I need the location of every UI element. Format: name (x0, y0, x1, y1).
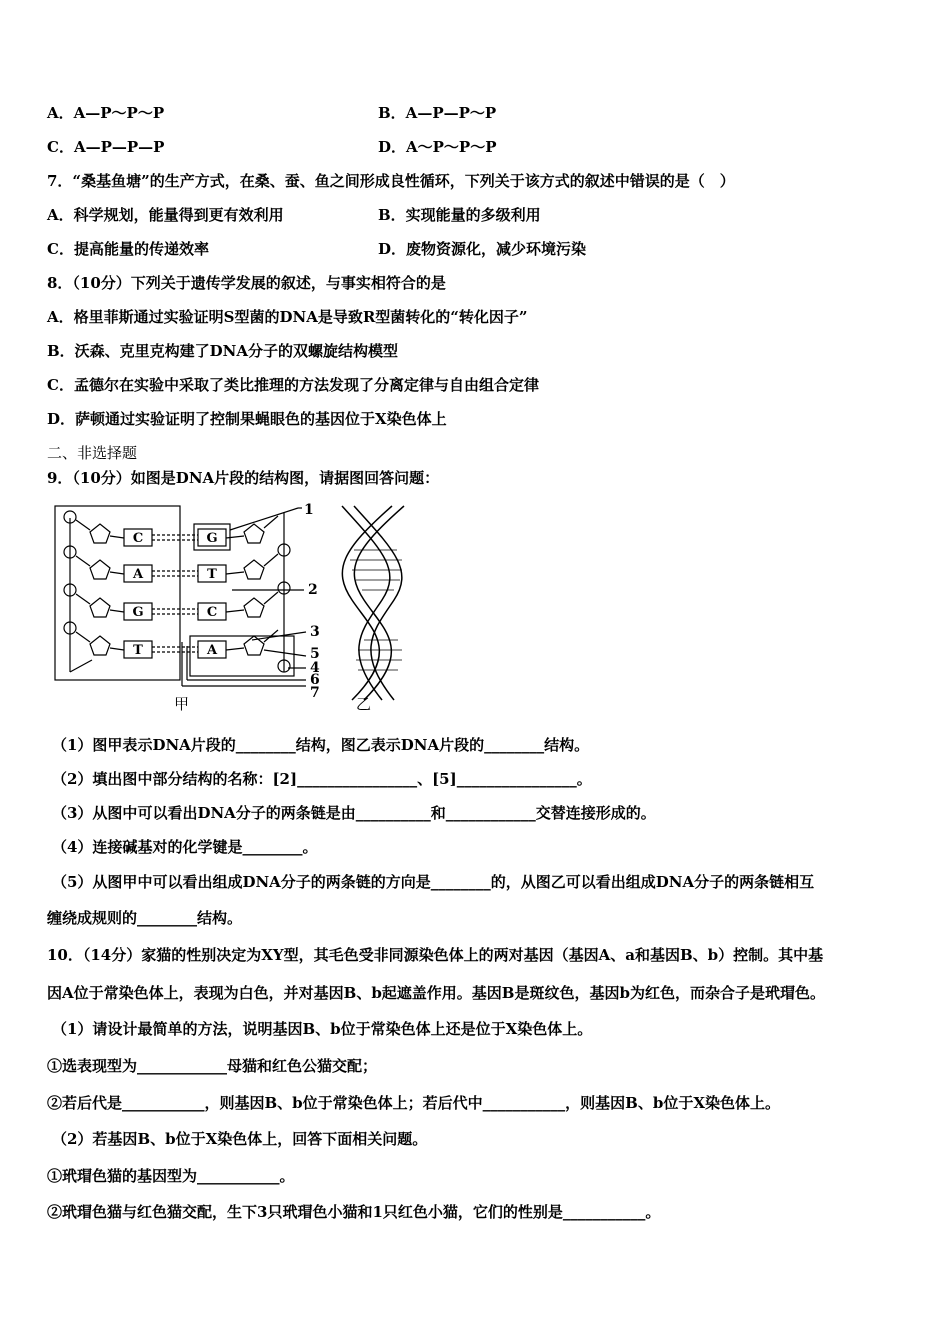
q6-option-c: C．A—P—P—P (47, 138, 165, 156)
callout-1: 1 (304, 502, 314, 518)
q10-sub-2-item1: ①玳瑁色猫的基因型为___________。 (47, 1167, 295, 1185)
callout-6: 6 (310, 672, 320, 688)
q9-sub-2: （2）填出图中部分结构的名称：[2]________________、[5]________________。 (52, 770, 592, 788)
q7-stem: 7．“桑基鱼塘”的生产方式，在桑、蚕、鱼之间形成良性循环，下列关于该方式的叙述中错误的是（ ） (47, 172, 735, 190)
pair-row-3 (64, 582, 290, 620)
q10-sub-2-item2: ②玳瑁色猫与红色猫交配，生下3只玳瑁色小猫和1只红色小猫，它们的性别是___________。 (47, 1203, 661, 1221)
q8-option-c: C．孟德尔在实验中采取了类比推理的方法发现了分离定律与自由组合定律 (47, 376, 539, 394)
q8-stem: 8．（10分）下列关于遗传学发展的叙述，与事实相符合的是 (47, 274, 446, 292)
q8-option-a: A．格里菲斯通过实验证明S型菌的DNA是导致R型菌转化的“转化因子” (47, 308, 528, 326)
q9-sub-3: （3）从图中可以看出DNA分子的两条链是由__________和____________交替连接形成的。 (52, 804, 656, 822)
q7-option-c: C．提高能量的传递效率 (47, 240, 209, 258)
q10-stem-line2: 因A位于常染色体上，表现为白色，并对基因B、b起遮盖作用。基因B是斑纹色，基因b为红色，而杂合子是玳瑁色。 (47, 984, 825, 1002)
callout-7: 7 (310, 685, 320, 701)
double-helix (342, 506, 404, 700)
base-left-1: C (132, 531, 144, 546)
dna-structure-figure (52, 500, 472, 712)
base-right-1: G (206, 531, 218, 546)
pair-row-4 (64, 622, 290, 672)
figure-label-jia: 甲 (174, 695, 190, 712)
highlight-box-nucleotide (190, 636, 294, 676)
callout-2: 2 (308, 582, 318, 598)
q8-option-b: B．沃森、克里克构建了DNA分子的双螺旋结构模型 (47, 342, 399, 360)
q9-stem: 9．（10分）如图是DNA片段的结构图，请据图回答问题： (47, 469, 440, 487)
section-heading: 二、非选择题 (47, 444, 138, 462)
q6-option-d: D．A～P～P～P (378, 138, 497, 156)
q7-option-d: D．废物资源化，减少环境污染 (378, 240, 587, 258)
q10-sub-1-item1: ①选表现型为____________母猫和红色公猫交配； (47, 1057, 378, 1075)
callout-3: 3 (310, 624, 320, 640)
q7-option-b: B．实现能量的多级利用 (378, 206, 541, 224)
base-left-2: A (132, 567, 144, 582)
base-right-2: T (207, 567, 217, 582)
callout-5: 5 (310, 646, 320, 662)
base-left-4: T (133, 643, 143, 658)
q9-sub-4: （4）连接碱基对的化学键是________。 (52, 838, 318, 856)
q10-sub-2: （2）若基因B、b位于X染色体上，回答下面相关问题。 (52, 1130, 428, 1148)
left-strand-frame (55, 506, 180, 680)
q8-option-d: D．萨顿通过实验证明了控制果蝇眼色的基因位于X染色体上 (47, 410, 447, 428)
q9-sub-1: （1）图甲表示DNA片段的________结构，图乙表示DNA片段的________结构。 (52, 736, 590, 754)
figure-label-yi: 乙 (356, 695, 372, 712)
callout-4: 4 (310, 660, 320, 676)
q9-sub-5-line1: （5）从图甲中可以看出组成DNA分子的两条链的方向是________的，从图乙可以看出组成DNA分子的两条链相互 (52, 873, 815, 891)
q10-sub-1-item2: ②若后代是___________，则基因B、b位于常染色体上；若后代中___________，则基因B、b位于X染色体上。 (47, 1094, 780, 1112)
base-left-3: G (132, 605, 144, 620)
q10-sub-1: （1）请设计最简单的方法，说明基因B、b位于常染色体上还是位于X染色体上。 (52, 1020, 593, 1038)
pair-row-2 (64, 544, 290, 582)
q9-sub-5-line2: 缠绕成规则的________结构。 (47, 909, 243, 927)
q6-option-b: B．A—P—P～P (378, 104, 497, 122)
q10-stem-line1: 10．（14分）家猫的性别决定为XY型，其毛色受非同源染色体上的两对基因（基因A、a和基因B、b）控制。其中基 (47, 946, 824, 964)
base-right-3: C (206, 605, 218, 620)
pair-row-1 (64, 511, 278, 546)
q7-option-a: A．科学规划，能量得到更有效利用 (47, 206, 284, 224)
q6-option-a: A．A—P～P～P (47, 104, 165, 122)
base-right-4: A (206, 643, 218, 658)
